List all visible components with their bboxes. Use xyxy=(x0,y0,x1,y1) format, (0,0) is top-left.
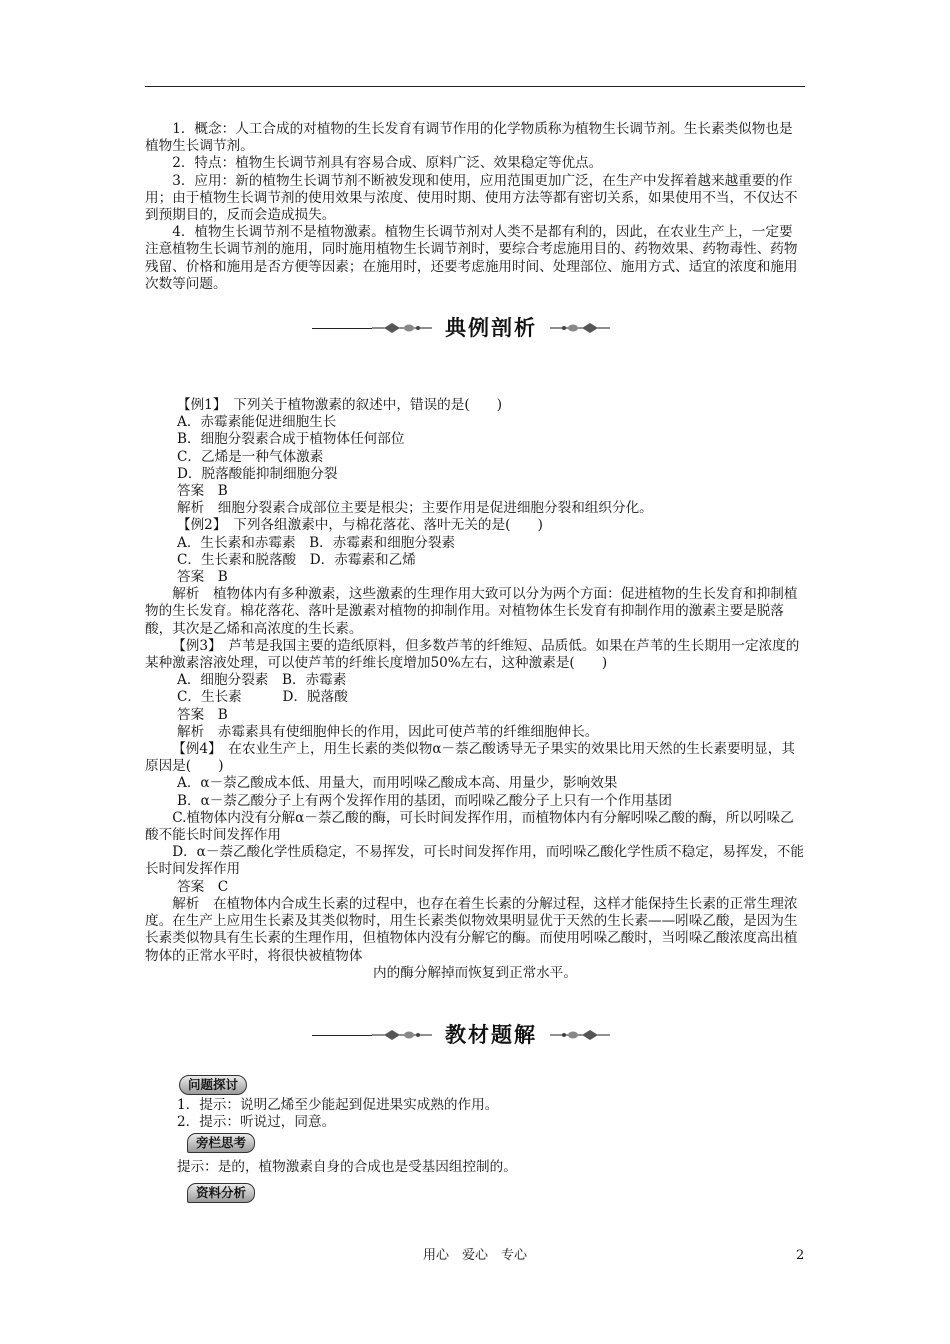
badge-row-3 xyxy=(145,1177,805,1209)
textbook-hint-3: 提示：是的，植物激素自身的合成也是受基因组控制的。 xyxy=(177,1159,517,1176)
section-heading-textbook xyxy=(312,1021,672,1051)
ornament-right-icon xyxy=(550,320,610,336)
example-1-answer: 答案 B xyxy=(177,483,228,500)
footer-slogan: 用心 爱心 专心 xyxy=(422,1248,527,1263)
example-4-option-a: A．α－萘乙酸成本低、用量大，而用吲哚乙酸成本高、用量少，影响效果 xyxy=(177,775,618,792)
example-4-option-c: C.植物体内没有分解α－萘乙酸的酶，可长时间发挥作用，而植物体内有分解吲哚乙酸的酶，所以吲哚乙酸不能长时间发挥作用 xyxy=(145,809,794,844)
example-3-explanation: 解析 赤霉素具有使细胞伸长的作用，因此可使芦苇的纤维细胞伸长。 xyxy=(177,723,599,740)
heading-rule-left xyxy=(312,1035,372,1036)
example-1-option-b: B．细胞分裂素合成于植物体任何部位 xyxy=(177,431,405,448)
ornament-left-icon xyxy=(372,320,432,336)
example-2-options-cd: C．生长素和脱落酸 D．赤霉素和乙烯 xyxy=(177,551,416,568)
badge-row-2 xyxy=(145,1131,805,1159)
example-4-explanation-end: 内的酶分解掉而恢复到正常水平。 xyxy=(373,964,577,981)
example-1-question: 【例1】 下列关于植物激素的叙述中，错误的是( ) xyxy=(177,397,503,413)
intro-paragraph-4: 4．植物生长调节剂不是植物激素。植物生长调节剂对人类不是都有利的，因此，在农业生产上，一定要注意植物生长调节剂的施用，同时施用植物生长调节剂时，要综合考虑施用目的、药物效果、药物毒性、药物残留、价格和施用是否方便等因素；在施用时，还要考虑施用时间、处理部位、施用方式、适宜的浓度和施用次数等问题。 xyxy=(145,224,798,292)
example-4-answer: 答案 C xyxy=(177,878,229,895)
section-title-textbook: 教材题解 xyxy=(445,1023,537,1047)
example-3-options-cd: C．生长素 D．脱落酸 xyxy=(177,689,348,706)
textbook-section xyxy=(145,1075,805,1209)
example-4-option-b: B．α－萘乙酸分子上有两个发挥作用的基团，而吲哚乙酸分子上只有一个作用基团 xyxy=(177,792,672,809)
example-1-explanation: 解析 细胞分裂素合成部位主要是根尖；主要作用是促进细胞分裂和组织分化。 xyxy=(177,500,653,517)
example-2-answer: 答案 B xyxy=(177,569,228,586)
heading-rule-left xyxy=(312,328,372,329)
header-rule xyxy=(145,86,805,87)
textbook-hint-2: 2．提示：听说过，同意。 xyxy=(177,1114,336,1131)
intro-paragraph-1: 1．概念：人工合成的对植物的生长发育有调节作用的化学物质称为植物生长调节剂。生长素类似物也是植物生长调节剂。 xyxy=(145,121,793,155)
example-3-answer: 答案 B xyxy=(177,706,228,723)
ornament-left-icon xyxy=(372,1027,432,1043)
section-heading-examples xyxy=(312,314,672,344)
intro-paragraph-3: 3．应用：新的植物生长调节剂不断被发现和使用，应用范围更加广泛，在生产中发挥着越来越重要的作用；由于植物生长调节剂的使用效果与浓度、使用时期、使用方法等都有密切关系，如果使用不当，不仅达不到预期目的，反而会造成损失。 xyxy=(145,172,798,224)
page-number: 2 xyxy=(796,1248,805,1263)
intro-paragraph-2: 2．特点：植物生长调节剂具有容易合成、原料广泛、效果稳定等优点。 xyxy=(172,155,603,172)
example-1-option-c: C．乙烯是一种气体激素 xyxy=(177,448,324,465)
badge-question-discussion: 问题探讨 xyxy=(179,1075,247,1095)
example-1-option-d: D．脱落酸能抑制细胞分裂 xyxy=(177,465,338,482)
example-3-options-ab: A．细胞分裂素 B．赤霉素 xyxy=(177,672,347,689)
badge-row-1 xyxy=(145,1075,805,1097)
example-2-options-ab: A．生长素和赤霉素 B．赤霉素和细胞分裂素 xyxy=(177,534,456,551)
badge-sidebar-thinking: 旁栏思考 xyxy=(187,1133,255,1153)
example-3-question: 【例3】 芦苇是我国主要的造纸原料，但多数芦苇的纤维短、品质低。如果在芦苇的生长期用一定浓度的某种激素溶液处理，可以使芦苇的纤维长度增加50%左右，这种激素是( ) xyxy=(145,637,800,672)
badge-material-analysis: 资料分析 xyxy=(187,1183,255,1203)
textbook-hint-1: 1．提示：说明乙烯至少能起到促进果实成熟的作用。 xyxy=(177,1097,499,1113)
example-4-option-d: D．α－萘乙酸化学性质稳定，不易挥发，可长时间发挥作用，而吲哚乙酸化学性质不稳定，易挥发，不能长时间发挥作用 xyxy=(145,844,804,878)
ornament-right-icon xyxy=(550,1027,610,1043)
examples-section xyxy=(145,397,805,982)
section-title-examples: 典例剖析 xyxy=(445,316,537,340)
example-4-explanation: 解析 在植物体内合成生长素的过程中，也存在着生长素的分解过程，这样才能保持生长素的正常生理浓度。在生产上应用生长素及其类似物时，用生长素类似物效果明显优于天然的生长素——吲哚乙酸，是因为生长素类似物具有生长素的生理作用，但植物体内没有分解它的酶。而使用吲哚乙酸时，当吲哚乙酸浓度高出植物体的正常水平时，将很快被植物体 xyxy=(145,895,798,964)
example-4-question: 【例4】 在农业生产上，用生长素的类似物α－萘乙酸诱导无子果实的效果比用天然的生长素要明显，其原因是( ) xyxy=(145,741,795,775)
intro-section xyxy=(145,121,805,293)
example-2-question: 【例2】 下列各组激素中，与棉花落花、落叶无关的是( ) xyxy=(177,517,543,534)
example-1-option-a: A．赤霉素能促进细胞生长 xyxy=(177,414,337,431)
example-2-explanation: 解析 植物体内有多种激素，这些激素的生理作用大致可以分为两个方面：促进植物的生长发育和抑制植物的生长发育。棉花落花、落叶是激素对植物的抑制作用。对植物体生长发育有抑制作用的激素主要是脱落酸，其次是乙烯和高浓度的生长素。 xyxy=(145,586,798,637)
